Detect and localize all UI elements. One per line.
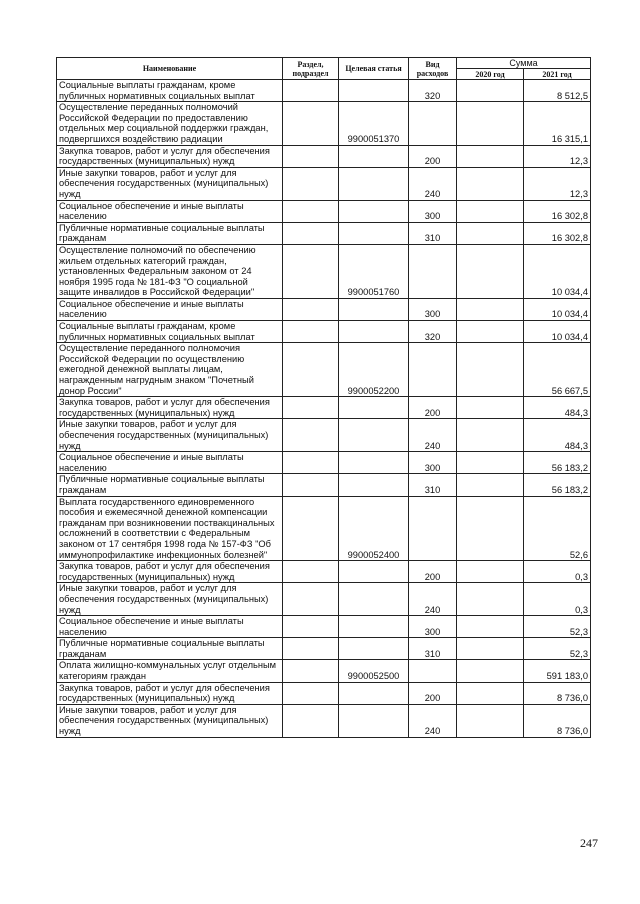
row-name-cell: Закупка товаров, работ и услуг для обеспечения государственных (муниципальных) нужд: [57, 561, 283, 583]
row-2020-cell: [457, 496, 524, 561]
row-target-cell: [339, 80, 409, 102]
table-row: [57, 682, 591, 704]
row-section-cell: [283, 660, 339, 682]
row-2020-cell: [457, 704, 524, 737]
row-section-cell: [283, 200, 339, 222]
row-name-cell: Публичные нормативные социальные выплаты гражданам: [57, 474, 283, 496]
row-2021-cell: 484,3: [524, 397, 591, 419]
row-target-cell: [339, 145, 409, 167]
row-target-cell: [339, 200, 409, 222]
table-row: [57, 397, 591, 419]
row-2021-cell: 52,3: [524, 638, 591, 660]
row-name-cell: Осуществление переданных полномочий Российской Федерации по предоставлению отдельных мер социальной поддержки граждан, подвергшихся воздействию радиации: [57, 102, 283, 145]
row-target-cell: 9900052500: [339, 660, 409, 682]
row-type-cell: 200: [409, 682, 457, 704]
row-name-cell: Публичные нормативные социальные выплаты гражданам: [57, 222, 283, 244]
row-name-cell: Оплата жилищно-коммунальных услуг отдельным категориям граждан: [57, 660, 283, 682]
row-type-cell: 200: [409, 397, 457, 419]
table-row: [57, 704, 591, 737]
row-type-cell: [409, 244, 457, 298]
header-name: Наименование: [57, 58, 283, 80]
row-section-cell: [283, 244, 339, 298]
row-2020-cell: [457, 102, 524, 145]
row-2020-cell: [457, 167, 524, 200]
row-type-cell: [409, 343, 457, 397]
table-row: [57, 244, 591, 298]
row-name-cell: Социальные выплаты гражданам, кроме публичных нормативных социальных выплат: [57, 321, 283, 343]
row-type-cell: 240: [409, 583, 457, 616]
row-name-cell: Социальные выплаты гражданам, кроме публичных нормативных социальных выплат: [57, 80, 283, 102]
row-2020-cell: [457, 616, 524, 638]
row-section-cell: [283, 80, 339, 102]
row-type-cell: 300: [409, 616, 457, 638]
budget-table-container: [56, 57, 590, 738]
table-row: [57, 660, 591, 682]
row-2021-cell: 12,3: [524, 145, 591, 167]
row-section-cell: [283, 583, 339, 616]
row-section-cell: [283, 704, 339, 737]
row-section-cell: [283, 343, 339, 397]
table-row: [57, 200, 591, 222]
row-section-cell: [283, 496, 339, 561]
row-target-cell: [339, 298, 409, 320]
row-name-cell: Иные закупки товаров, работ и услуг для обеспечения государственных (муниципальных) нужд: [57, 167, 283, 200]
row-type-cell: 240: [409, 704, 457, 737]
table-row: [57, 583, 591, 616]
row-2021-cell: 52,3: [524, 616, 591, 638]
row-target-cell: [339, 397, 409, 419]
row-2021-cell: 0,3: [524, 561, 591, 583]
table-row: [57, 343, 591, 397]
row-2021-cell: 8 512,5: [524, 80, 591, 102]
row-2021-cell: 591 183,0: [524, 660, 591, 682]
row-type-cell: 320: [409, 80, 457, 102]
row-target-cell: 9900052400: [339, 496, 409, 561]
row-2021-cell: 10 034,4: [524, 321, 591, 343]
row-section-cell: [283, 638, 339, 660]
row-name-cell: Иные закупки товаров, работ и услуг для обеспечения государственных (муниципальных) нужд: [57, 704, 283, 737]
row-2020-cell: [457, 145, 524, 167]
table-row: [57, 616, 591, 638]
table-row: [57, 496, 591, 561]
row-2021-cell: 56 183,2: [524, 474, 591, 496]
row-target-cell: 9900052200: [339, 343, 409, 397]
row-section-cell: [283, 167, 339, 200]
row-2020-cell: [457, 452, 524, 474]
row-2021-cell: 52,6: [524, 496, 591, 561]
table-row: [57, 419, 591, 452]
row-section-cell: [283, 616, 339, 638]
row-2021-cell: 484,3: [524, 419, 591, 452]
row-name-cell: Осуществление полномочий по обеспечению жильем отдельных категорий граждан, установленных Федеральным законом от 24 ноября 1995 года № 181-ФЗ "О социальной защите инвалидов в Российской Федерации": [57, 244, 283, 298]
header-sum: Сумма: [457, 58, 591, 69]
row-2020-cell: [457, 561, 524, 583]
row-target-cell: 9900051760: [339, 244, 409, 298]
row-2021-cell: 10 034,4: [524, 298, 591, 320]
row-2021-cell: 16 302,8: [524, 200, 591, 222]
row-target-cell: [339, 452, 409, 474]
row-2020-cell: [457, 80, 524, 102]
row-name-cell: Осуществление переданного полномочия Российской Федерации по осуществлению ежегодной денежной выплаты лицам, награжденным нагрудным знаком "Почетный донор России": [57, 343, 283, 397]
row-section-cell: [283, 321, 339, 343]
row-type-cell: 320: [409, 321, 457, 343]
row-target-cell: [339, 638, 409, 660]
row-target-cell: [339, 583, 409, 616]
row-type-cell: 300: [409, 298, 457, 320]
row-type-cell: 310: [409, 638, 457, 660]
row-target-cell: [339, 561, 409, 583]
row-section-cell: [283, 397, 339, 419]
row-name-cell: Выплата государственного единовременного пособия и ежемесячной денежной компенсации гражданам при возникновении поствакцинальных осложнений в соответствии с Федеральным законом от 17 сентября 1998 года № 157-ФЗ "Об иммунопрофилактике инфекционных болезней": [57, 496, 283, 561]
row-2021-cell: 0,3: [524, 583, 591, 616]
row-2020-cell: [457, 244, 524, 298]
row-type-cell: 240: [409, 419, 457, 452]
row-target-cell: [339, 419, 409, 452]
row-2020-cell: [457, 298, 524, 320]
row-target-cell: [339, 704, 409, 737]
table-row: [57, 298, 591, 320]
row-section-cell: [283, 419, 339, 452]
row-name-cell: Закупка товаров, работ и услуг для обеспечения государственных (муниципальных) нужд: [57, 397, 283, 419]
row-type-cell: [409, 102, 457, 145]
row-2020-cell: [457, 583, 524, 616]
row-section-cell: [283, 561, 339, 583]
row-target-cell: [339, 616, 409, 638]
row-2021-cell: 12,3: [524, 167, 591, 200]
row-type-cell: [409, 496, 457, 561]
row-2020-cell: [457, 682, 524, 704]
row-2021-cell: 16 302,8: [524, 222, 591, 244]
header-section: Раздел, подраздел: [283, 58, 339, 80]
row-2021-cell: 56 667,5: [524, 343, 591, 397]
row-2021-cell: 8 736,0: [524, 682, 591, 704]
table-row: [57, 102, 591, 145]
table-row: [57, 321, 591, 343]
table-row: [57, 638, 591, 660]
row-target-cell: 9900051370: [339, 102, 409, 145]
row-name-cell: Закупка товаров, работ и услуг для обеспечения государственных (муниципальных) нужд: [57, 145, 283, 167]
row-2020-cell: [457, 321, 524, 343]
row-type-cell: 310: [409, 474, 457, 496]
row-type-cell: 200: [409, 561, 457, 583]
row-target-cell: [339, 167, 409, 200]
row-2020-cell: [457, 222, 524, 244]
row-type-cell: 240: [409, 167, 457, 200]
table-row: [57, 222, 591, 244]
row-2020-cell: [457, 200, 524, 222]
table-row: [57, 561, 591, 583]
row-section-cell: [283, 145, 339, 167]
table-row: [57, 80, 591, 102]
row-section-cell: [283, 222, 339, 244]
page-number: 247: [580, 836, 598, 850]
header-type: Вид расходов: [409, 58, 457, 80]
row-name-cell: Социальное обеспечение и иные выплаты населению: [57, 452, 283, 474]
row-section-cell: [283, 682, 339, 704]
table-body: [57, 80, 591, 738]
row-2020-cell: [457, 397, 524, 419]
row-name-cell: Закупка товаров, работ и услуг для обеспечения государственных (муниципальных) нужд: [57, 682, 283, 704]
row-target-cell: [339, 474, 409, 496]
row-name-cell: Социальное обеспечение и иные выплаты населению: [57, 616, 283, 638]
row-name-cell: Социальное обеспечение и иные выплаты населению: [57, 200, 283, 222]
row-2020-cell: [457, 638, 524, 660]
row-2020-cell: [457, 660, 524, 682]
row-target-cell: [339, 321, 409, 343]
row-name-cell: Публичные нормативные социальные выплаты гражданам: [57, 638, 283, 660]
row-section-cell: [283, 298, 339, 320]
row-2021-cell: 56 183,2: [524, 452, 591, 474]
row-name-cell: Социальное обеспечение и иные выплаты населению: [57, 298, 283, 320]
header-2021: 2021 год: [524, 69, 591, 80]
row-2020-cell: [457, 419, 524, 452]
row-type-cell: 300: [409, 200, 457, 222]
row-2021-cell: 16 315,1: [524, 102, 591, 145]
row-target-cell: [339, 222, 409, 244]
row-2020-cell: [457, 474, 524, 496]
row-type-cell: 300: [409, 452, 457, 474]
row-section-cell: [283, 102, 339, 145]
row-type-cell: 200: [409, 145, 457, 167]
row-type-cell: 310: [409, 222, 457, 244]
row-name-cell: Иные закупки товаров, работ и услуг для обеспечения государственных (муниципальных) нужд: [57, 419, 283, 452]
table-row: [57, 167, 591, 200]
row-2021-cell: 10 034,4: [524, 244, 591, 298]
table-row: [57, 452, 591, 474]
header-target: Целевая статья: [339, 58, 409, 80]
budget-table: [56, 57, 591, 738]
row-section-cell: [283, 452, 339, 474]
row-2020-cell: [457, 343, 524, 397]
row-section-cell: [283, 474, 339, 496]
table-row: [57, 474, 591, 496]
row-name-cell: Иные закупки товаров, работ и услуг для обеспечения государственных (муниципальных) нужд: [57, 583, 283, 616]
row-2021-cell: 8 736,0: [524, 704, 591, 737]
table-row: [57, 145, 591, 167]
header-2020: 2020 год: [457, 69, 524, 80]
row-type-cell: [409, 660, 457, 682]
row-target-cell: [339, 682, 409, 704]
